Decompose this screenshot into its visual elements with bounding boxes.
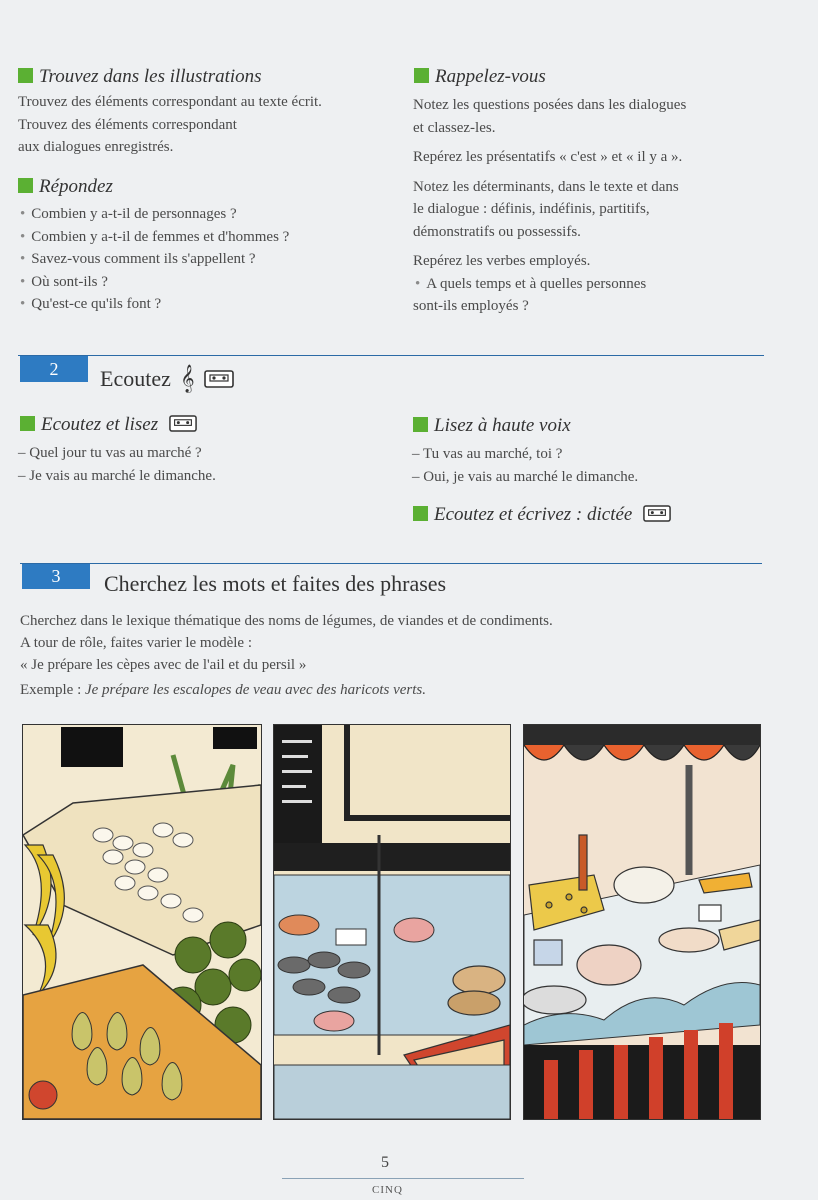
vegetable-stall-illustration [22, 724, 262, 1120]
butcher-counter-illustration [273, 724, 511, 1120]
section-number-2: 2 [20, 356, 88, 382]
list-item: • Où sont-ils ? [20, 273, 108, 290]
cassette-icon [204, 370, 234, 388]
repondez-list [20, 203, 289, 316]
dictee-heading: Ecoutez et écrivez : dictée [413, 504, 671, 526]
green-square-icon [413, 417, 428, 432]
page-number: 5 [381, 1154, 389, 1171]
list-item: • Qu'est-ce qu'ils font ? [20, 296, 162, 312]
rappelez-text: Notez les questions posées dans les dialogues et classez-les. Repérez les présentatifs « c'est » et « il y a ». Notez les déterminants, dans le texte et dans le dialogue : définis, indéfinis, partitifs, démonstratifs ou possessifs. Repérez les verbes employés. • A quels temps et à quelles personnes sont-ils employés ? [413, 97, 687, 314]
green-square-icon [414, 68, 429, 83]
footer-rule [282, 1178, 524, 1179]
example-line: Exemple : Je prépare les escalopes de veau avec des haricots verts. [20, 682, 426, 698]
ecoutez-lisez-dialogue: – Quel jour tu vas au marché ? – Je vais au marché le dimanche. [18, 445, 216, 484]
section-3-title: Cherchez les mots et faites des phrases [104, 571, 447, 596]
ecoutez-lisez-heading: Ecoutez et lisez [20, 414, 197, 436]
cassette-icon [169, 415, 197, 432]
lisez-haute-voix-dialogue: – Tu vas au marché, toi ? – Oui, je vais au marché le dimanche. [412, 446, 639, 485]
page-word: CINQ [372, 1184, 403, 1196]
cassette-icon [643, 505, 671, 522]
green-square-icon [413, 506, 428, 521]
green-square-icon [18, 68, 33, 83]
section-rule [20, 563, 762, 564]
list-item: • Combien y a-t-il de personnages ? [20, 206, 237, 222]
lisez-haute-voix-heading: Lisez à haute voix [413, 415, 571, 437]
list-item: • Combien y a-t-il de femmes et d'hommes ? [20, 228, 290, 245]
trouvez-heading: Trouvez dans les illustrations [18, 66, 262, 88]
green-square-icon [20, 416, 35, 431]
repondez-heading: Répondez [18, 176, 113, 198]
section-2-title: Ecoutez 𝄞 [100, 364, 234, 392]
cheese-stall-illustration [523, 724, 761, 1120]
section-3-text: Cherchez dans le lexique thématique des noms de légumes, de viandes et de condiments. A tour de rôle, faites varier le modèle : « Je prépare les cèpes avec de l'ail et du persil » Exemple : Je prépare les escalopes de veau avec des haricots verts. [20, 610, 553, 701]
green-square-icon [18, 178, 33, 193]
treble-clef-icon: 𝄞 [180, 364, 195, 392]
list-item: • Savez-vous comment ils s'appellent ? [20, 251, 256, 267]
rappelez-heading: Rappelez-vous [414, 66, 546, 88]
trouvez-text: Trouvez des éléments correspondant au texte écrit. Trouvez des éléments correspondant aux dialogues enregistrés. [18, 94, 322, 155]
section-rule [18, 355, 764, 356]
section-number-3: 3 [22, 564, 90, 589]
